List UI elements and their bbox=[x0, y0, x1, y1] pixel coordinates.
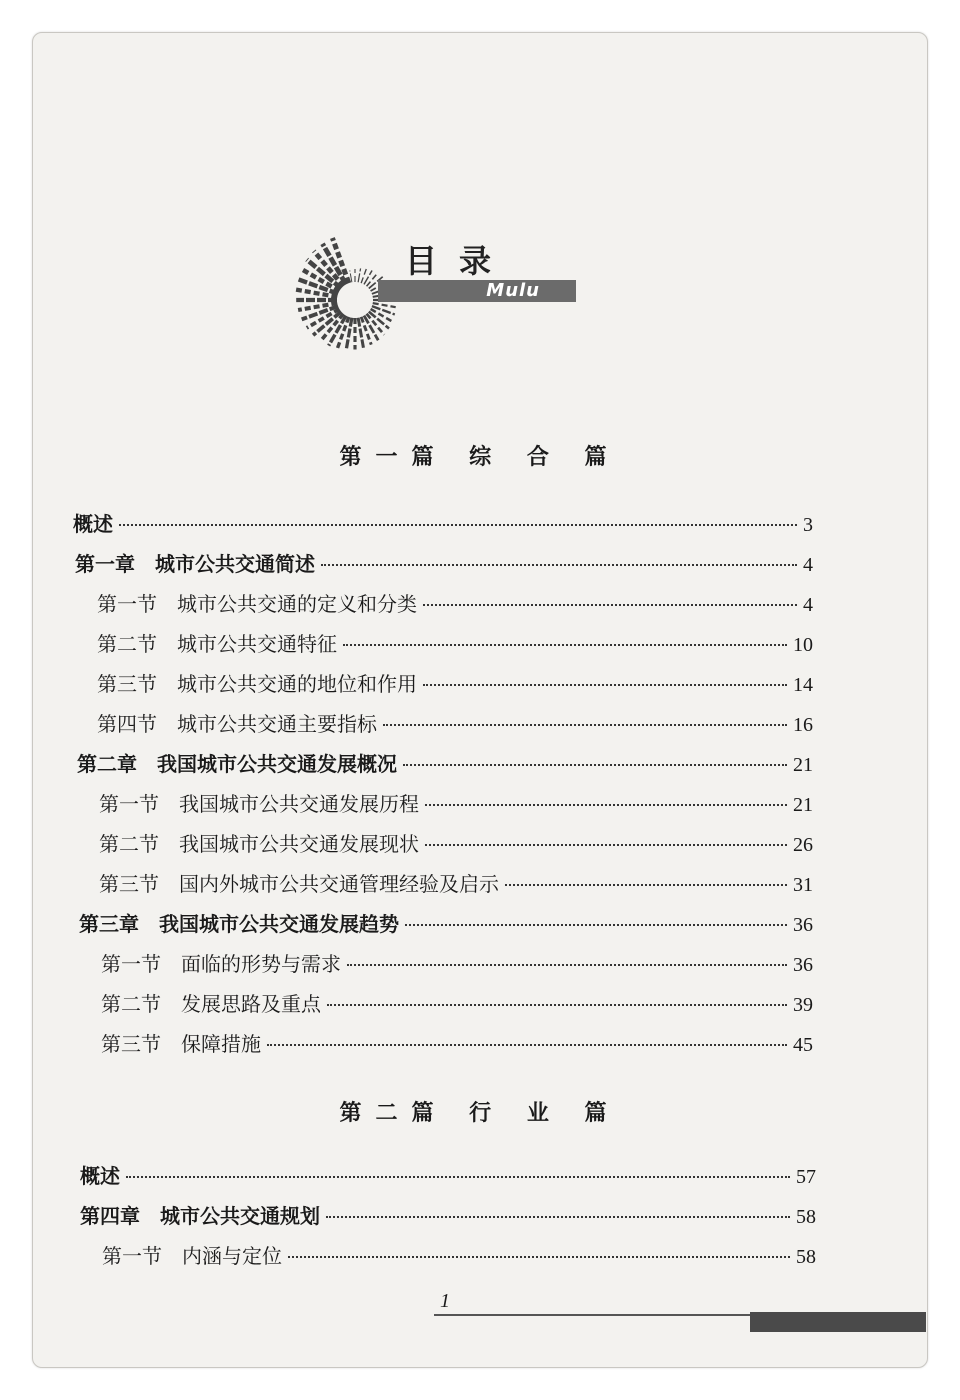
page-number: 1 bbox=[440, 1290, 450, 1312]
dot-leader bbox=[347, 964, 787, 966]
entry-page: 36 bbox=[793, 914, 813, 936]
entry-page: 3 bbox=[803, 514, 813, 536]
toc-entry[interactable] bbox=[101, 948, 813, 977]
entry-label: 第二节 发展思路及重点 bbox=[101, 992, 321, 1016]
dot-leader bbox=[425, 844, 787, 846]
dot-leader bbox=[326, 1216, 790, 1218]
dot-leader bbox=[405, 924, 787, 926]
toc-entry[interactable] bbox=[97, 588, 813, 617]
entry-page: 31 bbox=[793, 874, 813, 896]
dot-leader bbox=[119, 524, 797, 526]
toc-entry[interactable] bbox=[75, 548, 813, 577]
entry-page: 16 bbox=[793, 714, 813, 736]
entry-page: 10 bbox=[793, 634, 813, 656]
entry-label: 第二节 我国城市公共交通发展现状 bbox=[99, 832, 419, 856]
entry-label: 第一节 我国城市公共交通发展历程 bbox=[99, 792, 419, 816]
entry-page: 58 bbox=[796, 1206, 816, 1228]
entry-label: 第三节 保障措施 bbox=[101, 1032, 261, 1056]
entry-label: 概述 bbox=[73, 512, 113, 536]
toc-subtitle: Mulu bbox=[486, 280, 540, 301]
entry-page: 14 bbox=[793, 674, 813, 696]
dot-leader bbox=[267, 1044, 787, 1046]
entry-page: 21 bbox=[793, 754, 813, 776]
entry-label: 概述 bbox=[80, 1164, 120, 1188]
title-banner bbox=[378, 280, 576, 302]
dot-leader bbox=[505, 884, 787, 886]
dot-leader bbox=[321, 564, 797, 566]
toc-entry[interactable] bbox=[73, 508, 813, 537]
dot-leader bbox=[327, 1004, 787, 1006]
dot-leader bbox=[423, 604, 797, 606]
toc-entry[interactable] bbox=[97, 708, 813, 737]
entry-label: 第一节 面临的形势与需求 bbox=[101, 952, 341, 976]
entry-label: 第四节 城市公共交通主要指标 bbox=[97, 712, 377, 736]
entry-label: 第三节 城市公共交通的地位和作用 bbox=[97, 672, 417, 696]
entry-page: 36 bbox=[793, 954, 813, 976]
entry-label: 第二节 城市公共交通特征 bbox=[97, 632, 337, 656]
footer-bar bbox=[750, 1312, 926, 1332]
toc-entry[interactable] bbox=[102, 1240, 816, 1269]
dot-leader bbox=[423, 684, 787, 686]
part-title: 第一篇 综 合 篇 bbox=[339, 445, 621, 470]
toc-entry[interactable] bbox=[80, 1160, 816, 1189]
toc-entry[interactable] bbox=[99, 788, 813, 817]
entry-label: 第三章 我国城市公共交通发展趋势 bbox=[79, 912, 399, 936]
dot-leader bbox=[425, 804, 787, 806]
toc-entry[interactable] bbox=[101, 1028, 813, 1057]
toc-entry[interactable] bbox=[97, 628, 813, 657]
toc-entry[interactable] bbox=[101, 988, 813, 1017]
entry-page: 58 bbox=[796, 1246, 816, 1268]
entry-page: 26 bbox=[793, 834, 813, 856]
entry-page: 39 bbox=[793, 994, 813, 1016]
toc-entry[interactable] bbox=[77, 748, 813, 777]
dot-leader bbox=[126, 1176, 790, 1178]
entry-label: 第一章 城市公共交通简述 bbox=[75, 552, 315, 576]
toc-entry[interactable] bbox=[80, 1200, 816, 1229]
dot-leader bbox=[403, 764, 787, 766]
dot-leader bbox=[343, 644, 787, 646]
entry-page: 57 bbox=[796, 1166, 816, 1188]
entry-page: 21 bbox=[793, 794, 813, 816]
toc-title: 目录 bbox=[405, 242, 514, 280]
toc-entry[interactable] bbox=[79, 908, 813, 937]
toc-entry[interactable] bbox=[97, 668, 813, 697]
entry-label: 第二章 我国城市公共交通发展概况 bbox=[77, 752, 397, 776]
entry-page: 4 bbox=[803, 594, 813, 616]
dot-leader bbox=[383, 724, 787, 726]
entry-label: 第一节 内涵与定位 bbox=[102, 1244, 282, 1268]
toc-entry[interactable] bbox=[99, 828, 813, 857]
part-title: 第二篇 行 业 篇 bbox=[339, 1101, 621, 1126]
entry-label: 第四章 城市公共交通规划 bbox=[80, 1204, 320, 1228]
entry-label: 第一节 城市公共交通的定义和分类 bbox=[97, 592, 417, 616]
entry-label: 第三节 国内外城市公共交通管理经验及启示 bbox=[99, 872, 499, 896]
dot-leader bbox=[288, 1256, 790, 1258]
toc-entry[interactable] bbox=[99, 868, 813, 897]
entry-page: 4 bbox=[803, 554, 813, 576]
entry-page: 45 bbox=[793, 1034, 813, 1056]
